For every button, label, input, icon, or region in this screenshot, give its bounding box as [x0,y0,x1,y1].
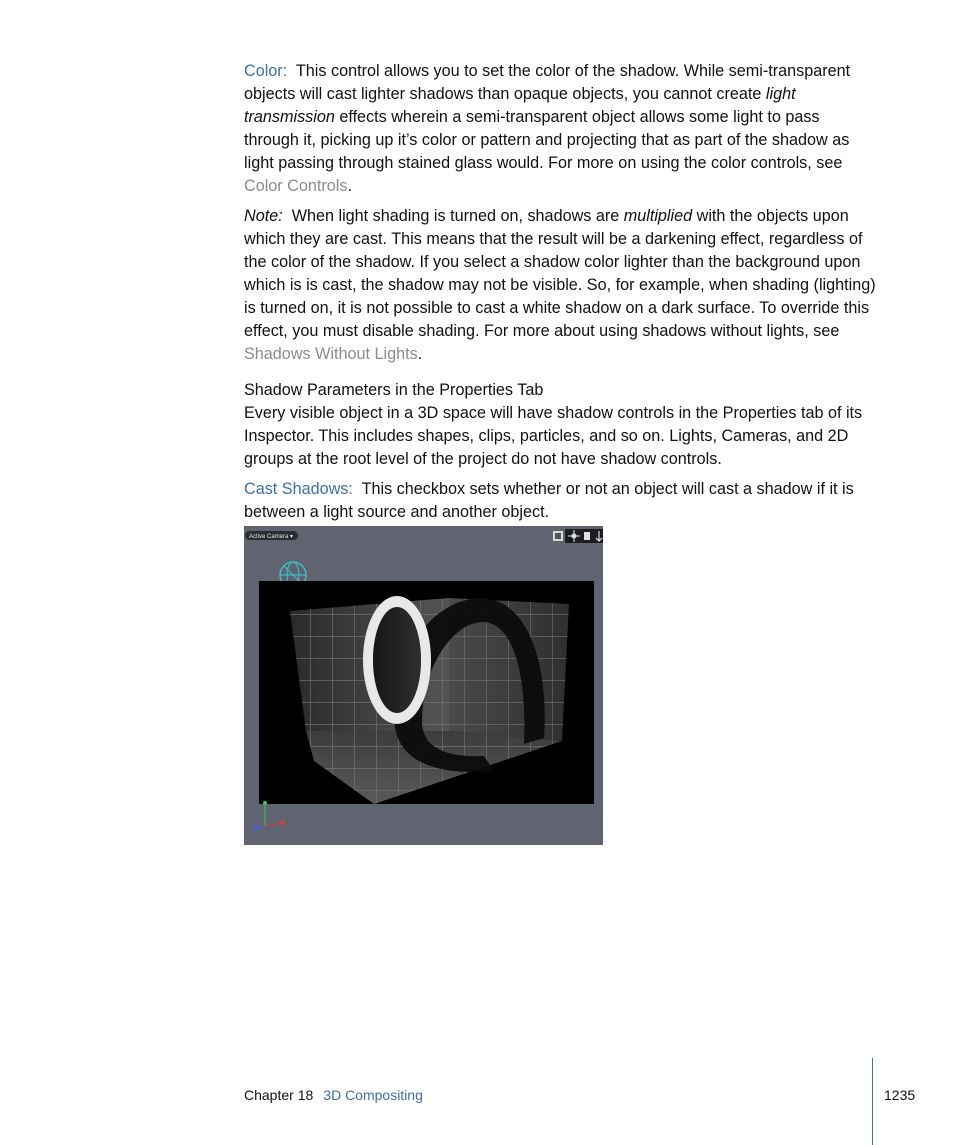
color-paragraph [244,60,876,198]
color-italic-term: light transmission [244,85,796,126]
color-text-2: effects wherein a semi-transparent object allows some light to pass through it, picking up it’s color or pattern and projecting that as part of the shadow as light passing through stained glass would. For more on using the color controls, see [244,108,850,172]
active-camera-label: Active Camera ▾ [249,534,294,540]
section-body: Every visible object in a 3D space will have shadow controls in the Properties tab of its Inspector. This includes shapes, clips, particles, and so on. Lights, Cameras, and 2D groups at the root level of the project do not have shadow controls. [244,404,863,468]
cast-shadows-paragraph [244,478,876,524]
chapter-title-link[interactable]: 3D Compositing [323,1087,423,1103]
note-text-3: . [417,345,423,363]
color-text-1: This control allows you to set the color of the shadow. While semi-transparent objects will cast lighter shadows than opaque objects, you cannot create [244,62,851,103]
active-camera-menu[interactable] [245,531,298,540]
note-italic-term: multiplied [623,207,693,225]
note-text-2: with the objects upon which they are cast. This means that the result will be a darkening effect, regardless of the color of the shadow. If you select a shadow color lighter than the background upon which is is cast, the shadow may not be visible. So, for example, when shading (lighting) is turned on, it is not possible to cast a white shadow on a dark surface. To override this effect, you must disable shading. For more about using shadows without lights, see [244,207,876,340]
white-ring [363,596,431,724]
view-tools-toolbar [553,529,603,543]
cast-shadows-text: This checkbox sets whether or not an object will cast a shadow if it is between a light source and another object. [244,480,854,521]
scene-viewport [259,581,594,804]
color-controls-link[interactable]: Color Controls [244,177,348,195]
section-heading: Shadow Parameters in the Properties Tab [244,381,544,399]
canvas-illustration [244,526,603,845]
main-content [244,60,876,524]
cast-shadows-term: Cast Shadows: [244,480,353,498]
page-footer [244,1086,423,1104]
chapter-label: Chapter 18 [244,1087,314,1103]
orbit-icon[interactable] [584,532,590,540]
canvas-screenshot-figure [244,526,603,845]
note-label: Note: [244,207,283,225]
color-term: Color: [244,62,288,80]
note-text-1: When light shading is turned on, shadows are [291,207,624,225]
footer-divider [872,1058,873,1145]
page-number: 1235 [884,1087,916,1103]
color-text-3: . [347,177,352,195]
shadows-without-lights-link[interactable]: Shadows Without Lights [244,345,418,363]
note-paragraph [244,205,876,366]
